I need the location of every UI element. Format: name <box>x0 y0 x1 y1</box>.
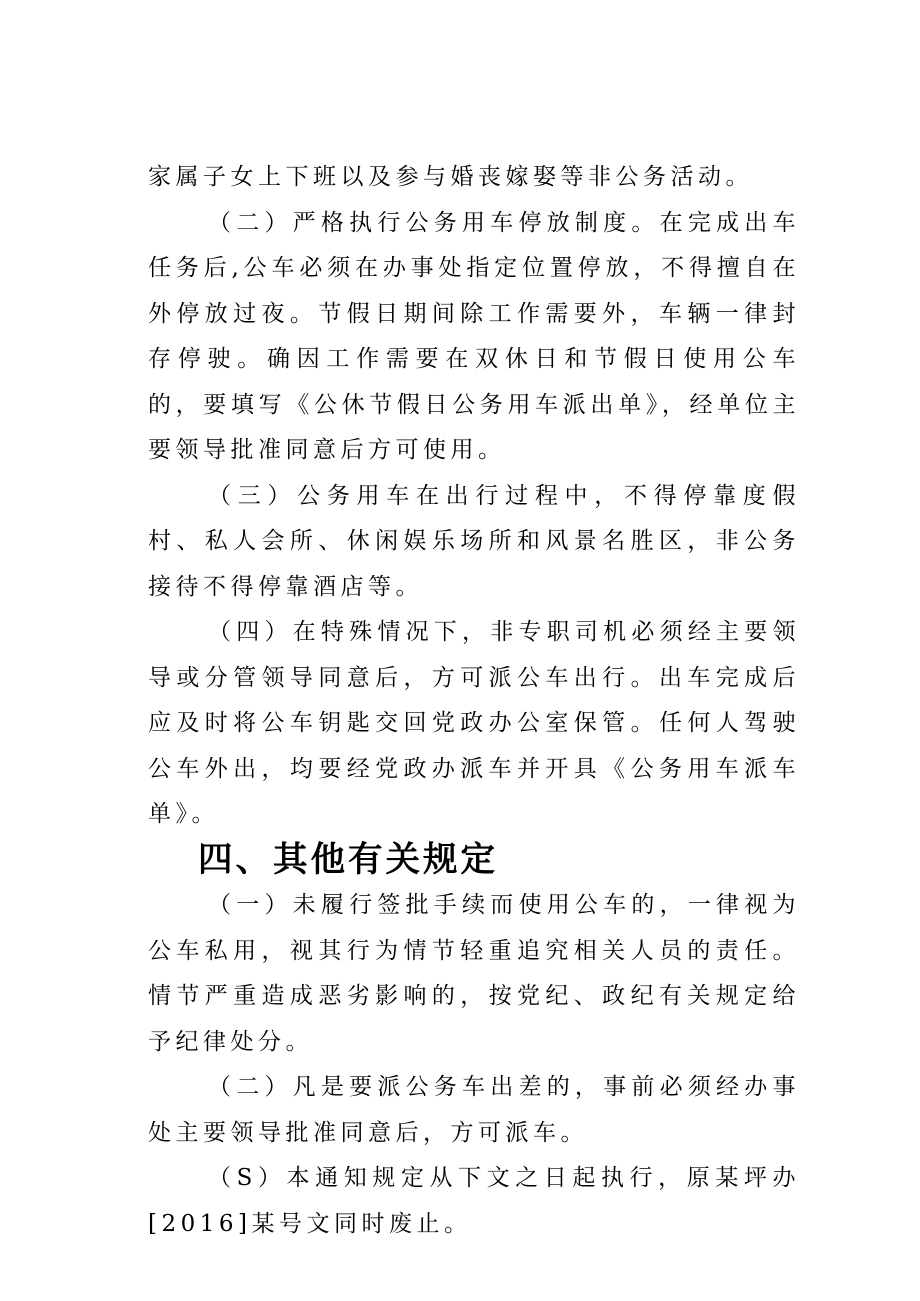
paragraph-item-3: （三）公务用车在出行过程中，不得停靠度假村、私人会所、休闲娱乐场所和风景名胜区，非公务接待不得停靠酒店等。 <box>148 482 800 600</box>
paragraph-item-3b: （S）本通知规定从下文之日起执行，原某坪办[2016]某号文同时废止。 <box>148 1165 800 1237</box>
paragraph-item-4: （四）在特殊情况下，非专职司机必须经主要领导或分管领导同意后，方可派公车出行。出车完成后应及时将公车钥匙交回党政办公室保管。任何人驾驶公车外出，均要经党政办派车并开具《公务用车派车单》。 <box>148 619 800 827</box>
section-heading: 四、其他有关规定 <box>198 839 498 880</box>
paragraph-item-2: （二）严格执行公务用车停放制度。在完成出车任务后,公车必须在办事处指定位置停放，不得擅自在外停放过夜。节假日期间除工作需要外，车辆一律封存停驶。确因工作需要在双休日和节假日使用公车的，要填写《公休节假日公务用车派出单》，经单位主要领导批准同意后方可使用。 <box>148 209 800 463</box>
paragraph-continuation: 家属子女上下班以及参与婚丧嫁娶等非公务活动。 <box>148 164 753 190</box>
paragraph-item-1: （一）未履行签批手续而使用公车的，一律视为公车私用，视其行为情节轻重追究相关人员的责任。情节严重造成恶劣影响的，按党纪、政纪有关规定给予纪律处分。 <box>148 892 800 1055</box>
document-body <box>148 155 800 1247</box>
paragraph-item-2b: （二）凡是要派公务车出差的，事前必须经办事处主要领导批准同意后，方可派车。 <box>148 1074 800 1146</box>
